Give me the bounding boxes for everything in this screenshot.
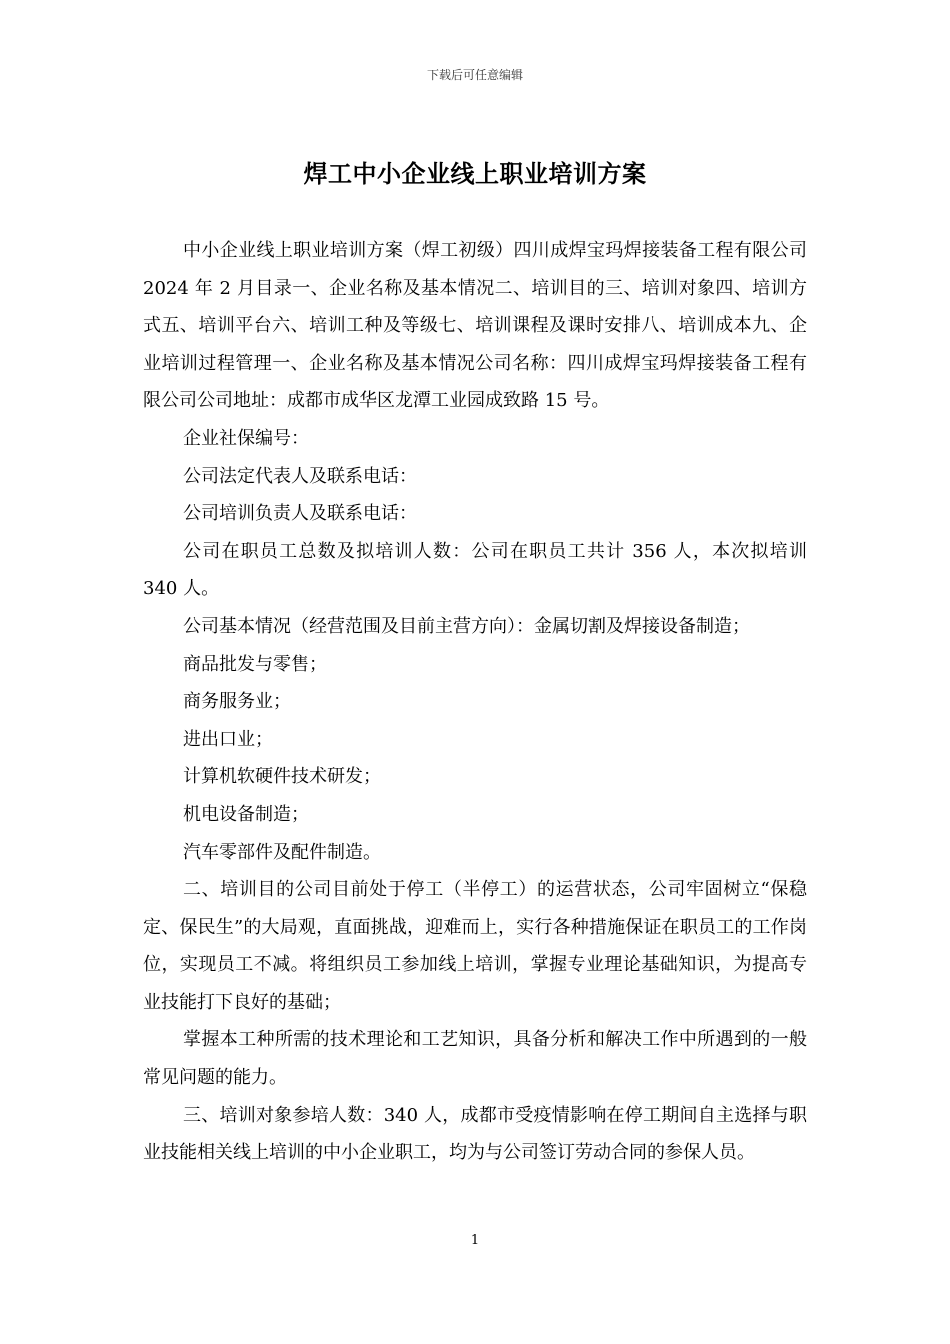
paragraph: 公司法定代表人及联系电话：: [183, 465, 417, 487]
document-body: [143, 232, 807, 1172]
paragraph: 二、培训目的公司目前处于停工（半停工）的运营状态，公司牢固树立“保稳定、保民生”的大局观，直面挑战，迎难而上，实行各种措施保证在职员工的工作岗位，实现员工不减。将组织员工参加线上培训，掌握专业理论基础知识，为提高专业技能打下良好的基础；: [143, 879, 807, 1013]
page-number: 1: [470, 1233, 480, 1248]
paragraph: 公司培训负责人及联系电话：: [183, 503, 417, 525]
paragraph: 企业社保编号：: [183, 427, 309, 449]
paragraph: 进出口业；: [183, 728, 273, 750]
paragraph: 公司基本情况（经营范围及目前主营方向）：金属切割及焊接设备制造；: [183, 615, 750, 637]
paragraph: 商务服务业；: [183, 691, 291, 713]
paragraph: 中小企业线上职业培训方案（焊工初级）四川成焊宝玛焊接装备工程有限公司 2024 年 2 月目录一、企业名称及基本情况二、培训目的三、培训对象四、培训方式五、培训平台六、培训工种及等级七、培训课程及课时安排八、培训成本九、企业培训过程管理一、企业名称及基本情况公司名称：四川成焊宝玛焊接装备工程有限公司公司地址：成都市成华区龙潭工业园成致路 15 号。: [143, 240, 807, 412]
document-title: 焊工中小企业线上职业培训方案: [303, 159, 647, 188]
paragraph: 三、培训对象参培人数：340 人，成都市受疫情影响在停工期间自主选择与职业技能相关线上培训的中小企业职工，均为与公司签订劳动合同的参保人员。: [143, 1104, 807, 1164]
paragraph: 汽车零部件及配件制造。: [183, 841, 381, 863]
paragraph: 商品批发与零售；: [183, 653, 327, 675]
paragraph: 公司在职员工总数及拟培训人数：公司在职员工共计 356 人，本次拟培训 340 人。: [143, 540, 807, 600]
paragraph: 计算机软硬件技术研发；: [183, 766, 381, 788]
page-header: 下载后可任意编辑: [426, 68, 523, 82]
paragraph: 机电设备制造；: [183, 803, 309, 825]
paragraph: 掌握本工种所需的技术理论和工艺知识，具备分析和解决工作中所遇到的一般常见问题的能力。: [143, 1029, 807, 1089]
